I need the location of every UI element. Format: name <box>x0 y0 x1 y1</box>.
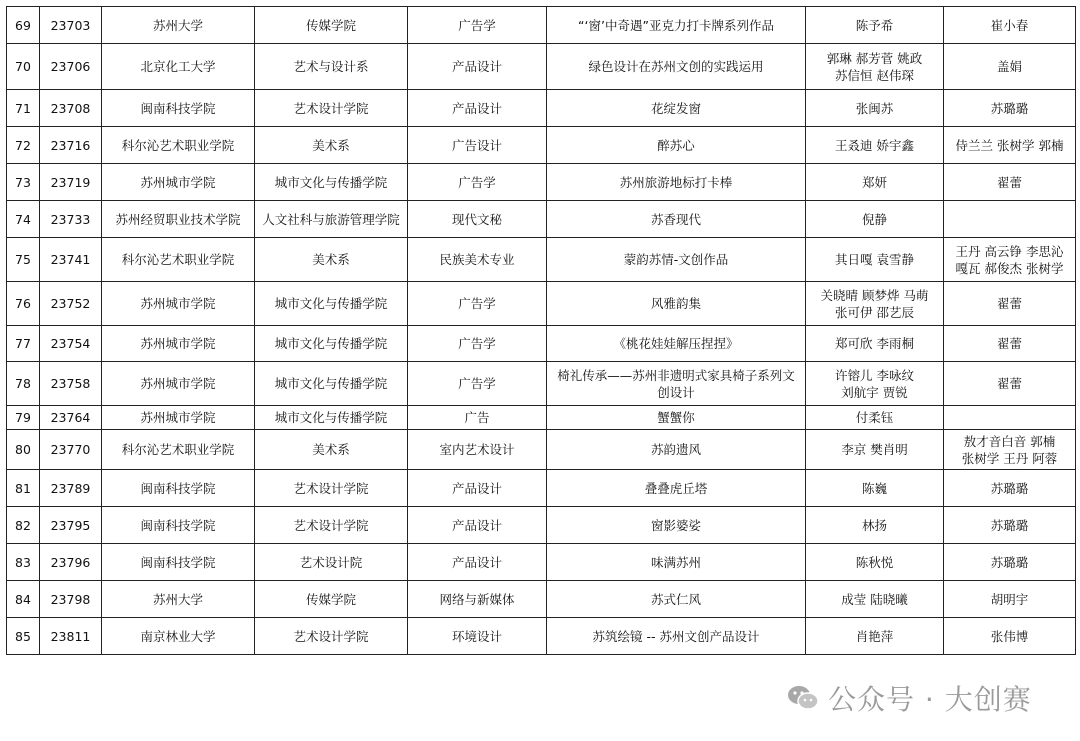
cell-authors: 肖艳萍 <box>806 618 944 655</box>
cell-major: 广告学 <box>408 7 547 44</box>
table-row <box>7 164 1076 201</box>
cell-dept: 艺术设计学院 <box>255 618 408 655</box>
cell-dept: 艺术设计学院 <box>255 90 408 127</box>
cell-title: 蒙韵苏情-文创作品 <box>547 238 806 282</box>
cell-major: 广告 <box>408 406 547 430</box>
cell-advisor: 翟蕾 <box>944 164 1076 201</box>
cell-dept: 人文社科与旅游管理学院 <box>255 201 408 238</box>
table-row <box>7 238 1076 282</box>
cell-title: 椅礼传承——苏州非遗明式家具椅子系列文 创设计 <box>547 362 806 406</box>
cell-advisor: 盖娟 <box>944 44 1076 90</box>
cell-school: 闽南科技学院 <box>102 90 255 127</box>
cell-dept: 城市文化与传播学院 <box>255 406 408 430</box>
cell-dept: 城市文化与传播学院 <box>255 282 408 326</box>
cell-advisor: 翟蕾 <box>944 326 1076 362</box>
cell-id: 23789 <box>40 470 102 507</box>
cell-school: 苏州大学 <box>102 7 255 44</box>
cell-advisor: 张伟博 <box>944 618 1076 655</box>
cell-id: 23796 <box>40 544 102 581</box>
cell-school: 苏州大学 <box>102 581 255 618</box>
cell-id: 23795 <box>40 507 102 544</box>
cell-id: 23752 <box>40 282 102 326</box>
cell-school: 科尔沁艺术职业学院 <box>102 127 255 164</box>
table-row <box>7 507 1076 544</box>
cell-advisor: 侍兰兰 张树学 郭楠 <box>944 127 1076 164</box>
cell-advisor <box>944 406 1076 430</box>
table-row <box>7 430 1076 470</box>
table-row <box>7 127 1076 164</box>
cell-major: 广告设计 <box>408 127 547 164</box>
cell-no: 70 <box>7 44 40 90</box>
cell-id: 23741 <box>40 238 102 282</box>
cell-authors: 郑妍 <box>806 164 944 201</box>
cell-major: 广告学 <box>408 164 547 201</box>
cell-no: 82 <box>7 507 40 544</box>
cell-authors: 郑可欣 李雨桐 <box>806 326 944 362</box>
cell-major: 产品设计 <box>408 470 547 507</box>
cell-no: 75 <box>7 238 40 282</box>
cell-id: 23798 <box>40 581 102 618</box>
cell-authors: 付柔钰 <box>806 406 944 430</box>
cell-authors: 陈予希 <box>806 7 944 44</box>
cell-id: 23764 <box>40 406 102 430</box>
cell-no: 69 <box>7 7 40 44</box>
cell-dept: 美术系 <box>255 430 408 470</box>
cell-advisor: 崔小春 <box>944 7 1076 44</box>
cell-authors: 张闽苏 <box>806 90 944 127</box>
cell-title: 苏韵遗风 <box>547 430 806 470</box>
cell-authors: 王叒迪 娇宇鑫 <box>806 127 944 164</box>
cell-advisor: 胡明宇 <box>944 581 1076 618</box>
cell-school: 苏州城市学院 <box>102 164 255 201</box>
cell-no: 85 <box>7 618 40 655</box>
cell-title: 窗影婆娑 <box>547 507 806 544</box>
wechat-icon <box>786 681 820 715</box>
table-row <box>7 44 1076 90</box>
cell-major: 广告学 <box>408 362 547 406</box>
cell-school: 苏州城市学院 <box>102 282 255 326</box>
cell-no: 80 <box>7 430 40 470</box>
watermark-text: 公众号 · 大创赛 <box>828 683 1032 716</box>
table-row <box>7 470 1076 507</box>
cell-advisor: 苏璐璐 <box>944 544 1076 581</box>
table-row <box>7 282 1076 326</box>
table-row <box>7 362 1076 406</box>
cell-title: 苏筑绘镜 -- 苏州文创产品设计 <box>547 618 806 655</box>
cell-no: 79 <box>7 406 40 430</box>
cell-id: 23754 <box>40 326 102 362</box>
cell-dept: 美术系 <box>255 127 408 164</box>
table-row <box>7 581 1076 618</box>
cell-authors: 关晓晴 顾梦烨 马萌 张可伊 邵艺辰 <box>806 282 944 326</box>
table-row <box>7 326 1076 362</box>
cell-no: 83 <box>7 544 40 581</box>
cell-title: 醉苏心 <box>547 127 806 164</box>
cell-school: 苏州城市学院 <box>102 406 255 430</box>
cell-authors: 郭琳 郝芳菅 姚政 苏信恒 赵伟琛 <box>806 44 944 90</box>
cell-id: 23770 <box>40 430 102 470</box>
cell-authors: 许镕儿 李咏纹 刘航宇 贾锐 <box>806 362 944 406</box>
cell-id: 23811 <box>40 618 102 655</box>
cell-dept: 美术系 <box>255 238 408 282</box>
cell-authors: 林扬 <box>806 507 944 544</box>
cell-no: 71 <box>7 90 40 127</box>
cell-advisor: 翟蕾 <box>944 282 1076 326</box>
cell-title: 蟹蟹你 <box>547 406 806 430</box>
table-row <box>7 201 1076 238</box>
cell-authors: 倪静 <box>806 201 944 238</box>
table-body <box>7 7 1076 655</box>
cell-advisor: 苏璐璐 <box>944 90 1076 127</box>
cell-school: 北京化工大学 <box>102 44 255 90</box>
cell-school: 闽南科技学院 <box>102 544 255 581</box>
cell-title: 味满苏州 <box>547 544 806 581</box>
cell-title: 绿色设计在苏州文创的实践运用 <box>547 44 806 90</box>
cell-title: 叠叠虎丘塔 <box>547 470 806 507</box>
cell-advisor: 王丹 高云铮 李思沁 嘎瓦 郝俊杰 张树学 <box>944 238 1076 282</box>
cell-advisor: 翟蕾 <box>944 362 1076 406</box>
cell-major: 广告学 <box>408 282 547 326</box>
cell-title: 苏香现代 <box>547 201 806 238</box>
cell-title: 苏式仁风 <box>547 581 806 618</box>
cell-advisor: 苏璐璐 <box>944 507 1076 544</box>
cell-school: 苏州城市学院 <box>102 362 255 406</box>
cell-major: 现代文秘 <box>408 201 547 238</box>
cell-dept: 传媒学院 <box>255 581 408 618</box>
cell-no: 73 <box>7 164 40 201</box>
cell-major: 产品设计 <box>408 44 547 90</box>
table-row <box>7 618 1076 655</box>
cell-no: 78 <box>7 362 40 406</box>
cell-school: 苏州城市学院 <box>102 326 255 362</box>
cell-dept: 艺术设计学院 <box>255 470 408 507</box>
cell-authors: 陈秋悦 <box>806 544 944 581</box>
cell-id: 23758 <box>40 362 102 406</box>
cell-major: 民族美术专业 <box>408 238 547 282</box>
cell-title: “‘窗’中奇遇”亚克力打卡牌系列作品 <box>547 7 806 44</box>
cell-dept: 城市文化与传播学院 <box>255 362 408 406</box>
cell-major: 网络与新媒体 <box>408 581 547 618</box>
cell-major: 产品设计 <box>408 544 547 581</box>
cell-id: 23719 <box>40 164 102 201</box>
cell-school: 闽南科技学院 <box>102 470 255 507</box>
cell-title: 风雅韵集 <box>547 282 806 326</box>
awards-table <box>6 6 1076 655</box>
cell-dept: 艺术设计学院 <box>255 507 408 544</box>
cell-no: 74 <box>7 201 40 238</box>
cell-title: 《桃花娃娃解压捏捏》 <box>547 326 806 362</box>
cell-dept: 艺术与设计系 <box>255 44 408 90</box>
cell-advisor <box>944 201 1076 238</box>
cell-major: 环境设计 <box>408 618 547 655</box>
cell-no: 84 <box>7 581 40 618</box>
watermark <box>786 680 1032 716</box>
cell-no: 72 <box>7 127 40 164</box>
cell-dept: 传媒学院 <box>255 7 408 44</box>
cell-authors: 陈巍 <box>806 470 944 507</box>
cell-advisor: 苏璐璐 <box>944 470 1076 507</box>
cell-dept: 城市文化与传播学院 <box>255 326 408 362</box>
cell-dept: 城市文化与传播学院 <box>255 164 408 201</box>
cell-school: 科尔沁艺术职业学院 <box>102 238 255 282</box>
cell-id: 23708 <box>40 90 102 127</box>
cell-title: 花绽发窗 <box>547 90 806 127</box>
cell-no: 77 <box>7 326 40 362</box>
cell-major: 产品设计 <box>408 507 547 544</box>
cell-id: 23703 <box>40 7 102 44</box>
cell-id: 23716 <box>40 127 102 164</box>
cell-authors: 其日嘎 袁雪静 <box>806 238 944 282</box>
cell-dept: 艺术设计院 <box>255 544 408 581</box>
cell-id: 23706 <box>40 44 102 90</box>
cell-no: 76 <box>7 282 40 326</box>
table-row <box>7 7 1076 44</box>
table-row <box>7 406 1076 430</box>
cell-authors: 成莹 陆晓曦 <box>806 581 944 618</box>
cell-title: 苏州旅游地标打卡棒 <box>547 164 806 201</box>
table-row <box>7 544 1076 581</box>
cell-advisor: 敖才音白音 郭楠 张树学 王丹 阿蓉 <box>944 430 1076 470</box>
table-row <box>7 90 1076 127</box>
cell-major: 广告学 <box>408 326 547 362</box>
cell-id: 23733 <box>40 201 102 238</box>
cell-major: 产品设计 <box>408 90 547 127</box>
cell-school: 科尔沁艺术职业学院 <box>102 430 255 470</box>
cell-no: 81 <box>7 470 40 507</box>
cell-school: 南京林业大学 <box>102 618 255 655</box>
cell-school: 苏州经贸职业技术学院 <box>102 201 255 238</box>
cell-authors: 李京 樊肖明 <box>806 430 944 470</box>
cell-school: 闽南科技学院 <box>102 507 255 544</box>
cell-major: 室内艺术设计 <box>408 430 547 470</box>
